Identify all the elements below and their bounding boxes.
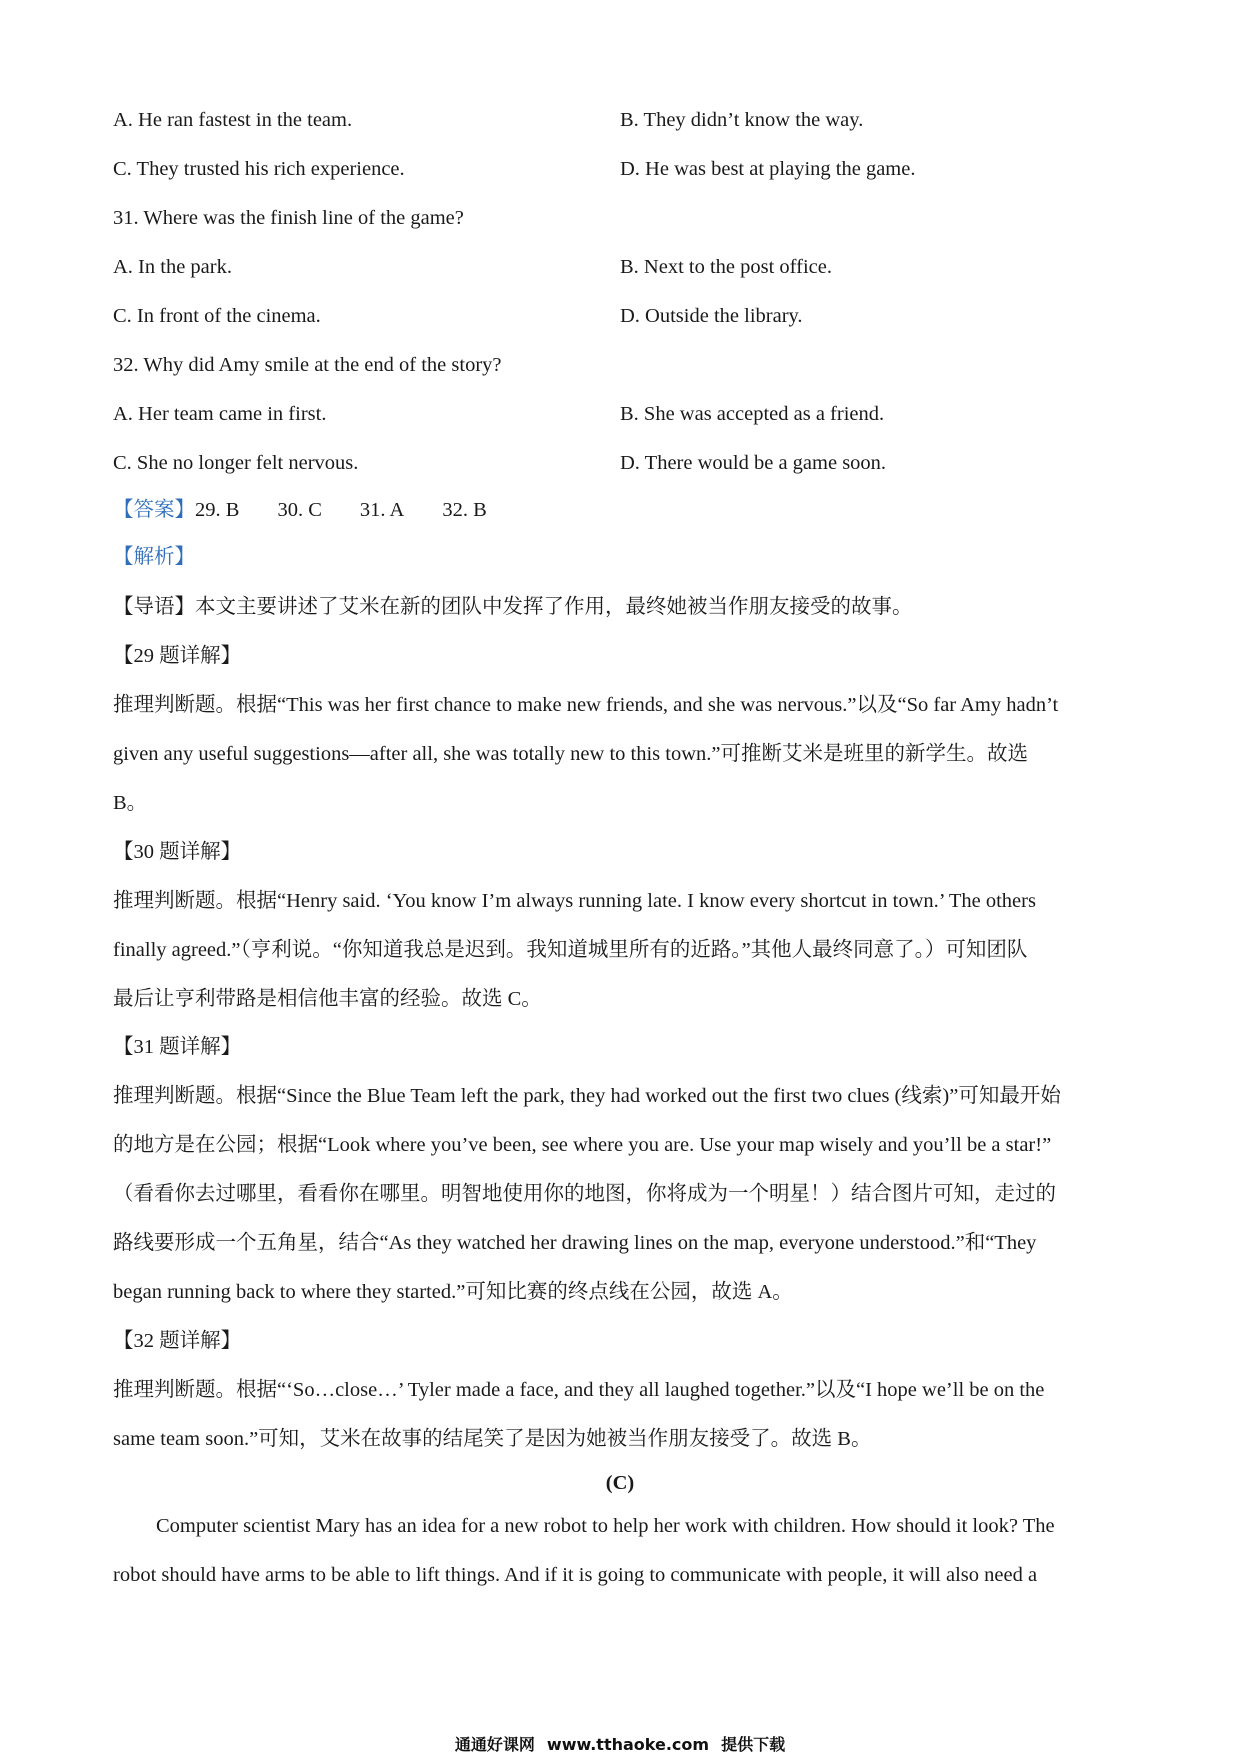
detail-29-line: given any useful suggestions—after all, she was totally new to this town.”可推断艾米是班里的新学生。故选 bbox=[113, 743, 1028, 765]
q30-option-b: B. They didn’t know the way. bbox=[620, 109, 864, 131]
q32-option-a: A. Her team came in first. bbox=[113, 403, 327, 425]
q31-option-c: C. In front of the cinema. bbox=[113, 305, 321, 327]
q31-question: 31. Where was the finish line of the game? bbox=[113, 207, 464, 229]
section-c-paragraph-line: Computer scientist Mary has an idea for a new robot to help her work with children. How should it look? The bbox=[156, 1515, 1055, 1537]
q30-option-d: D. He was best at playing the game. bbox=[620, 158, 916, 180]
answer-item: 29. B bbox=[195, 499, 240, 521]
detail-32-line: 推理判断题。根据“‘So…close…’ Tyler made a face, and they all laughed together.”以及“I hope we’ll be on the bbox=[113, 1379, 1045, 1401]
detail-30-title: 【30 题详解】 bbox=[113, 841, 242, 863]
footer-url[interactable]: www.tthaoke.com bbox=[546, 1735, 710, 1754]
detail-31-line: 路线要形成一个五角星，结合“As they watched her drawing lines on the map, everyone understood.”和“They bbox=[113, 1232, 1037, 1254]
answer-item: 30. C bbox=[277, 499, 322, 521]
answer-line bbox=[113, 496, 525, 524]
q32-option-c: C. She no longer felt nervous. bbox=[113, 452, 359, 474]
answer-item: 32. B bbox=[442, 499, 487, 521]
q31-option-a: A. In the park. bbox=[113, 256, 232, 278]
detail-29-line: B。 bbox=[113, 792, 148, 814]
answer-item: 31. A bbox=[359, 499, 405, 521]
q31-option-b: B. Next to the post office. bbox=[620, 256, 832, 278]
q32-option-b: B. She was accepted as a friend. bbox=[620, 403, 885, 425]
q30-option-c: C. They trusted his rich experience. bbox=[113, 158, 405, 180]
detail-31-line: 的地方是在公园；根据“Look where you’ve been, see where you are. Use your map wisely and you’ll be a star!” bbox=[113, 1134, 1052, 1156]
section-c-paragraph-line: robot should have arms to be able to lift things. And if it is going to communicate with people, it will also need a bbox=[113, 1564, 1038, 1586]
intro-text: 【导语】本文主要讲述了艾米在新的团队中发挥了作用，最终她被当作朋友接受的故事。 bbox=[113, 596, 913, 618]
detail-31-line: began running back to where they started.”可知比赛的终点线在公园，故选 A。 bbox=[113, 1281, 793, 1303]
detail-30-line: finally agreed.”（亨利说。“你知道我总是迟到。我知道城里所有的近路。”其他人最终同意了。）可知团队 bbox=[113, 939, 1028, 961]
section-c-heading: (C) bbox=[605, 1472, 635, 1494]
footer-site-name: 通通好课网 bbox=[454, 1735, 535, 1754]
detail-31-line: 推理判断题。根据“Since the Blue Team left the park, they had worked out the first two clues (线索)”可知最开始 bbox=[113, 1085, 1061, 1107]
footer-suffix: 提供下载 bbox=[721, 1735, 786, 1754]
detail-31-line: （看看你去过哪里，看看你在哪里。明智地使用你的地图，你将成为一个明星！）结合图片可知，走过的 bbox=[113, 1183, 1056, 1205]
detail-29-line: 推理判断题。根据“This was her first chance to make new friends, and she was nervous.”以及“So far Amy hadn’t bbox=[113, 694, 1059, 716]
detail-32-line: same team soon.”可知，艾米在故事的结尾笑了是因为她被当作朋友接受了。故选 B。 bbox=[113, 1428, 872, 1450]
analysis-label: 【解析】 bbox=[113, 546, 195, 568]
answer-label: 【答案】 bbox=[113, 499, 195, 521]
detail-29-title: 【29 题详解】 bbox=[113, 645, 242, 667]
q32-option-d: D. There would be a game soon. bbox=[620, 452, 887, 474]
detail-30-line: 最后让亨利带路是相信他丰富的经验。故选 C。 bbox=[113, 988, 542, 1010]
q30-option-a: A. He ran fastest in the team. bbox=[113, 109, 353, 131]
q32-question: 32. Why did Amy smile at the end of the story? bbox=[113, 354, 502, 376]
detail-32-title: 【32 题详解】 bbox=[113, 1330, 242, 1352]
page-footer bbox=[0, 1732, 1240, 1755]
q31-option-d: D. Outside the library. bbox=[620, 305, 803, 327]
detail-31-title: 【31 题详解】 bbox=[113, 1036, 242, 1058]
detail-30-line: 推理判断题。根据“Henry said. ‘You know I’m always running late. I know every shortcut in town.’ The others bbox=[113, 890, 1036, 912]
